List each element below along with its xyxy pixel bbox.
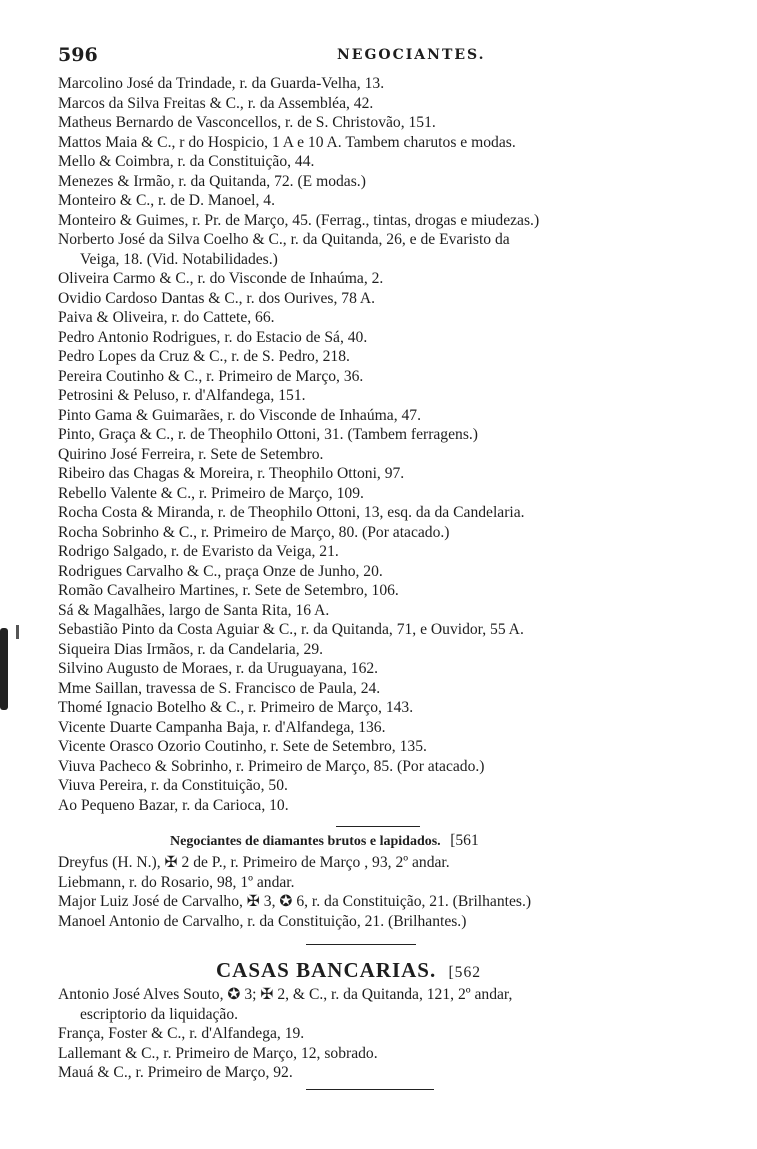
list-item: Romão Cavalheiro Martines, r. Sete de Setembro, 106. — [58, 582, 399, 599]
list-item: Vicente Orasco Ozorio Coutinho, r. Sete de Setembro, 135. — [58, 738, 427, 755]
list-item: Liebmann, r. do Rosario, 98, 1º andar. — [58, 873, 295, 891]
running-title: NEGOCIANTES. — [337, 47, 486, 63]
list-item: França, Foster & C., r. d'Alfandega, 19. — [58, 1025, 305, 1042]
list-item: Menezes & Irmão, r. da Quitanda, 72. (E modas.) — [58, 172, 366, 190]
list-item: Petrosini & Peluso, r. d'Alfandega, 151. — [58, 387, 306, 404]
diamonds-list — [58, 853, 718, 931]
list-item: Mello & Coimbra, r. da Constituição, 44. — [58, 153, 315, 170]
list-item: Ribeiro das Chagas & Moreira, r. Theophilo Ottoni, 97. — [58, 465, 405, 482]
list-item: Mme Saillan, travessa de S. Francisco de Paula, 24. — [58, 679, 381, 697]
list-item: Dreyfus (H. N.), ✠ 2 de P., r. Primeiro de Março , 93, 2º andar. — [58, 854, 450, 871]
diamonds-heading-text: Negociantes de diamantes brutos e lapidados. — [170, 834, 441, 849]
section-divider — [336, 826, 420, 827]
banks-heading-ref: [562 — [448, 964, 482, 981]
list-item: Norberto José da Silva Coelho & C., r. da Quitanda, 26, e de Evaristo da — [58, 231, 510, 248]
diamonds-heading-ref: [561 — [450, 832, 479, 849]
list-item: Rocha Sobrinho & C., r. Primeiro de Março, 80. (Por atacado.) — [58, 523, 450, 541]
list-item: Marcos da Silva Freitas & C., r. da Assembléa, 42. — [58, 94, 374, 112]
list-item: Siqueira Dias Irmãos, r. da Candelaria, 29. — [58, 640, 324, 658]
list-item: Paiva & Oliveira, r. do Cattete, 66. — [58, 309, 275, 326]
list-item: Rocha Costa & Miranda, r. de Theophilo Ottoni, 13, esq. da da Candelaria. — [58, 504, 525, 521]
diamonds-section-heading — [170, 832, 479, 850]
list-item: Pereira Coutinho & C., r. Primeiro de Março, 36. — [58, 367, 364, 385]
list-item: Sá & Magalhães, largo de Santa Rita, 16 A. — [58, 601, 330, 619]
list-item: Ao Pequeno Bazar, r. da Carioca, 10. — [58, 796, 289, 814]
list-item: Mattos Maia & C., r do Hospicio, 1 A e 10 A. Tambem charutos e modas. — [58, 133, 516, 151]
list-item: Marcolino José da Trindade, r. da Guarda-Velha, 13. — [58, 75, 385, 92]
list-item: Pedro Lopes da Cruz & C., r. de S. Pedro, 218. — [58, 348, 350, 365]
list-item: Oliveira Carmo & C., r. do Visconde de Inhaúma, 2. — [58, 270, 384, 287]
list-item: Manoel Antonio de Carvalho, r. da Constituição, 21. (Brilhantes.) — [58, 912, 467, 930]
list-item: Viuva Pacheco & Sobrinho, r. Primeiro de Março, 85. (Por atacado.) — [58, 757, 485, 775]
list-item-continuation: escriptorio da liquidação. — [80, 1005, 239, 1023]
list-item: Major Luiz José de Carvalho, ✠ 3, ✪ 6, r. da Constituição, 21. (Brilhantes.) — [58, 893, 532, 910]
list-item: Quirino José Ferreira, r. Sete de Setembro. — [58, 445, 324, 463]
banks-list — [58, 985, 718, 1083]
page-header — [52, 44, 712, 70]
list-item-continuation: Veiga, 18. (Vid. Notabilidades.) — [80, 250, 278, 268]
list-item: Rebello Valente & C., r. Primeiro de Março, 109. — [58, 484, 364, 502]
list-item: Rodrigo Salgado, r. de Evaristo da Veiga, 21. — [58, 543, 339, 560]
list-item: Lallemant & C., r. Primeiro de Março, 12, sobrado. — [58, 1044, 378, 1062]
ink-speck — [16, 625, 19, 639]
page-number: 596 — [58, 44, 98, 66]
banks-section-heading — [216, 958, 481, 983]
list-item: Monteiro & Guimes, r. Pr. de Março, 45. (Ferrag., tintas, drogas e miudezas.) — [58, 211, 540, 229]
banks-heading-text: CASAS BANCARIAS. — [216, 958, 437, 982]
list-item: Monteiro & C., r. de D. Manoel, 4. — [58, 192, 275, 209]
list-item: Vicente Duarte Campanha Baja, r. d'Alfandega, 136. — [58, 718, 386, 736]
list-item: Pinto, Graça & C., r. de Theophilo Ottoni, 31. (Tambem ferragens.) — [58, 426, 478, 443]
list-item: Viuva Pereira, r. da Constituição, 50. — [58, 777, 288, 794]
list-item: Ovidio Cardoso Dantas & C., r. dos Ourives, 78 A. — [58, 289, 376, 307]
section-divider — [306, 944, 416, 945]
list-item: Rodrigues Carvalho & C., praça Onze de Junho, 20. — [58, 562, 383, 580]
list-item: Matheus Bernardo de Vasconcellos, r. de S. Christovão, 151. — [58, 114, 436, 131]
merchant-list — [58, 74, 718, 815]
list-item: Mauá & C., r. Primeiro de Março, 92. — [58, 1064, 293, 1081]
list-item: Silvino Augusto de Moraes, r. da Uruguayana, 162. — [58, 660, 379, 677]
list-item: Pinto Gama & Guimarães, r. do Visconde de Inhaúma, 47. — [58, 406, 421, 424]
list-item: Sebastião Pinto da Costa Aguiar & C., r. da Quitanda, 71, e Ouvidor, 55 A. — [58, 621, 524, 638]
ink-blot — [0, 628, 8, 710]
section-divider — [306, 1089, 434, 1090]
list-item: Pedro Antonio Rodrigues, r. do Estacio de Sá, 40. — [58, 328, 368, 346]
list-item: Antonio José Alves Souto, ✪ 3; ✠ 2, & C., r. da Quitanda, 121, 2º andar, — [58, 986, 513, 1003]
list-item: Thomé Ignacio Botelho & C., r. Primeiro de Março, 143. — [58, 699, 414, 716]
